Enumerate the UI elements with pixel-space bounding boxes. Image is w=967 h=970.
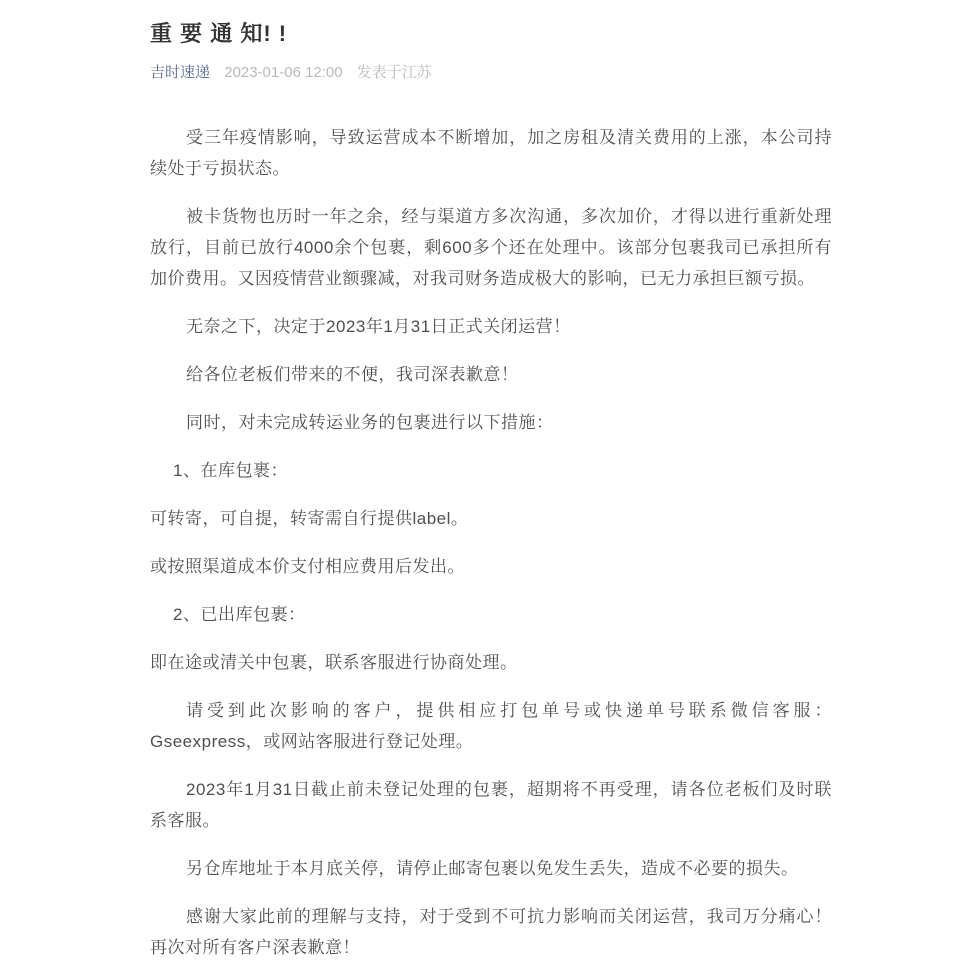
article [150, 0, 832, 963]
paragraph: 被卡货物也历时一年之余，经与渠道方多次沟通，多次加价，才得以进行重新处理放行，目前已放行4000余个包裹，剩600多个还在处理中。该部分包裹我司已承担所有加价费用。又因疫情营业额骤减，对我司财务造成极大的影响，已无力承担巨额亏损。 [150, 207, 832, 288]
paragraph: 无奈之下，决定于2023年1月31日正式关闭运营！ [186, 317, 571, 336]
paragraph: 受三年疫情影响，导致运营成本不断增加，加之房租及清关费用的上涨，本公司持续处于亏损状态。 [150, 128, 832, 178]
paragraph: 1、在库包裹： [173, 461, 288, 480]
paragraph: 同时，对未完成转运业务的包裹进行以下措施： [186, 413, 554, 432]
paragraph: 或按照渠道成本价支付相应费用后发出。 [150, 557, 465, 576]
paragraph: 2、已出库包裹： [173, 605, 306, 624]
paragraph: 即在途或清关中包裹，联系客服进行协商处理。 [150, 653, 518, 672]
paragraph: 2023年1月31日截止前未登记处理的包裹，超期将不再受理，请各位老板们及时联系客服。 [150, 780, 832, 830]
author-link[interactable]: 吉时速递 [150, 64, 211, 81]
article-body [150, 122, 832, 963]
publish-location: 发表于江苏 [356, 64, 432, 81]
publish-datetime: 2023-01-06 12:00 [224, 64, 343, 81]
article-meta [150, 63, 832, 83]
page-title: 重 要 通 知! ! [150, 21, 288, 46]
paragraph: 给各位老板们带来的不便，我司深表歉意！ [186, 365, 519, 384]
paragraph: 另仓库地址于本月底关停，请停止邮寄包裹以免发生丢失，造成不必要的损失。 [186, 859, 799, 878]
paragraph: 请受到此次影响的客户，提供相应打包单号或快递单号联系微信客服：Gseexpress，或网站客服进行登记处理。 [150, 701, 832, 751]
paragraph: 感谢大家此前的理解与支持，对于受到不可抗力影响而关闭运营，我司万分痛心！再次对所有客户深表歉意！ [150, 907, 832, 957]
paragraph: 可转寄，可自提，转寄需自行提供label。 [150, 509, 469, 528]
